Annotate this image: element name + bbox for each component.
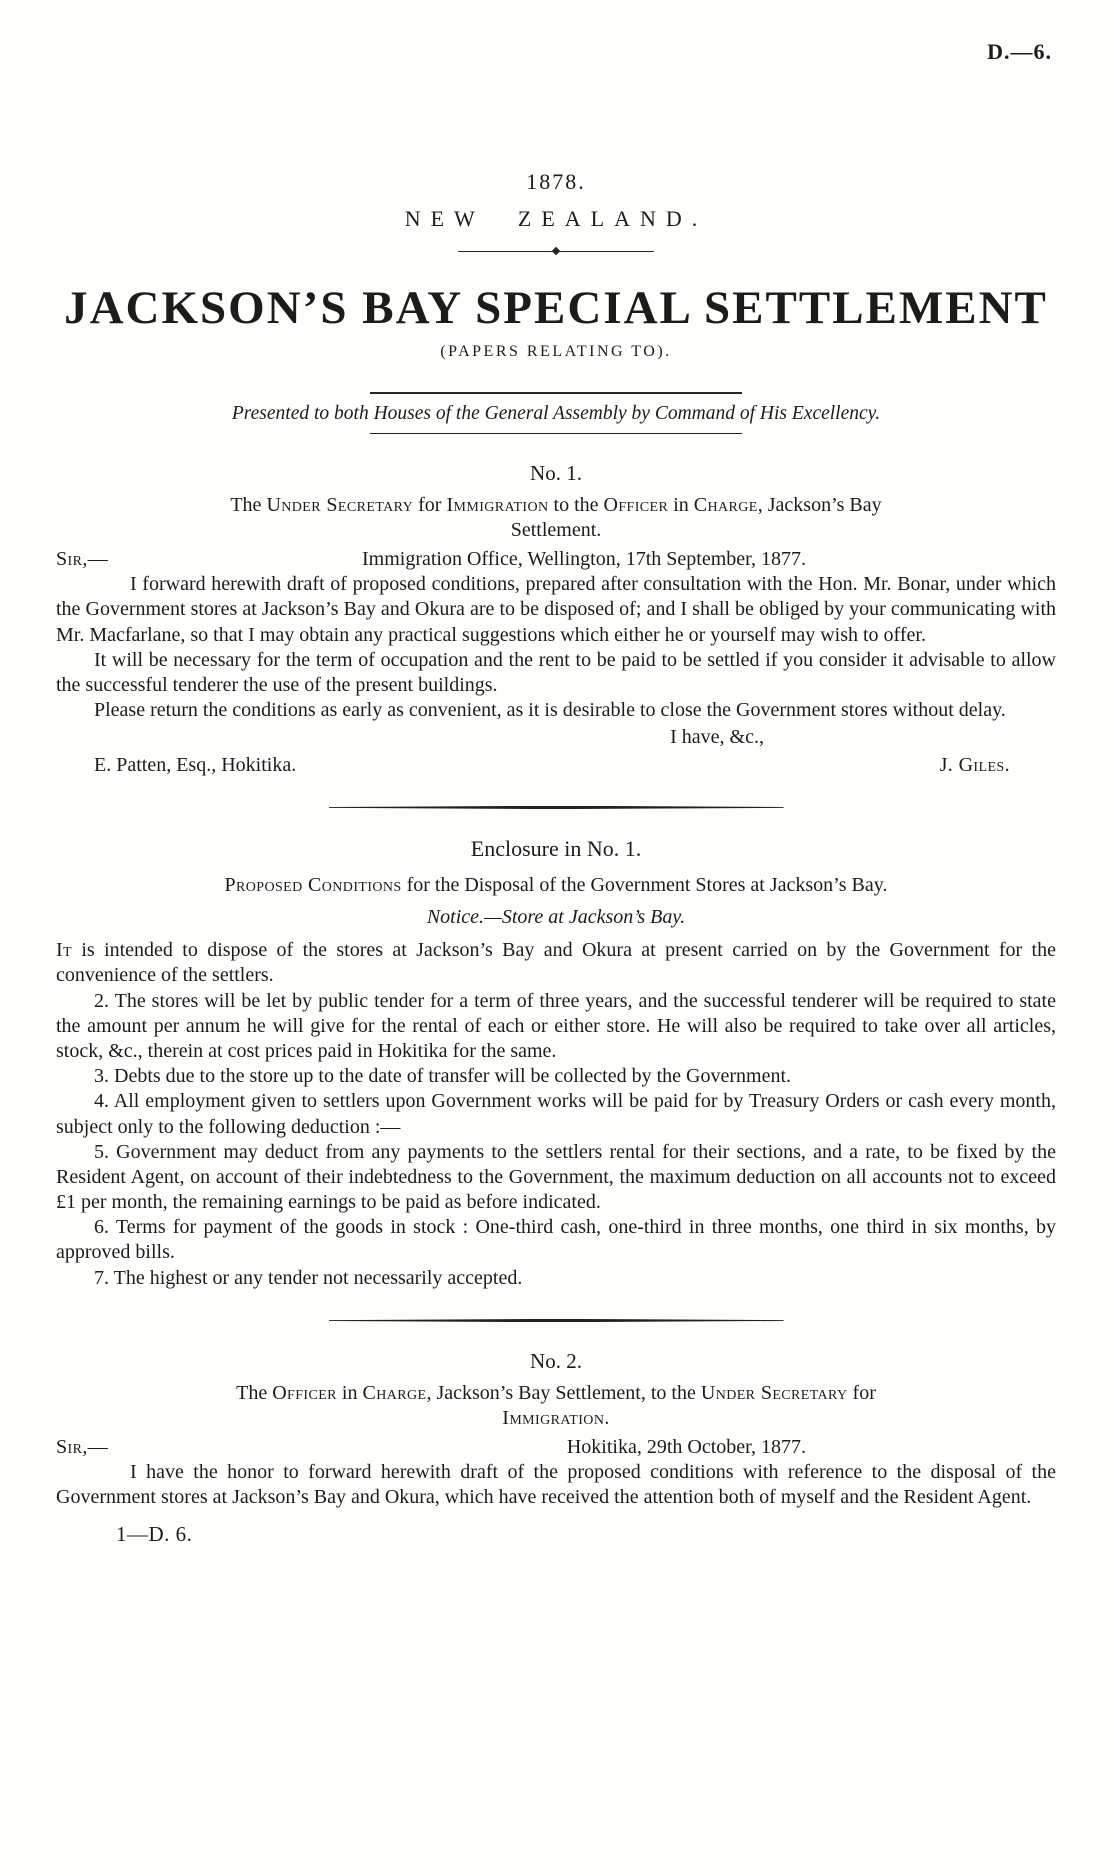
- section-divider: [329, 1319, 784, 1322]
- parties-text: in: [336, 1381, 363, 1404]
- parties-text: Officer: [603, 493, 669, 516]
- letter-1-number: No. 1.: [530, 461, 582, 486]
- section-divider: [329, 806, 784, 809]
- signature-row: [56, 753, 1056, 778]
- salutation: Sir,—: [56, 1436, 109, 1459]
- letter-1-body: [56, 572, 1056, 723]
- parties-text: Immigration: [446, 493, 549, 516]
- parties-text-line2: Immigration.: [502, 1406, 610, 1429]
- parties-text: in: [668, 493, 694, 516]
- paragraph: I have the honor to forward herewith draft of the proposed conditions with reference to the disposal of the Government stores at Jackson’s Bay and Okura, which have received the attention both of myself and the Resident Agent.: [56, 1461, 1056, 1509]
- letter-2-parties: [56, 1381, 1056, 1431]
- parties-text: Under Secretary: [700, 1381, 848, 1404]
- enclosure-notice: Notice.—Store at Jackson’s Bay.: [426, 906, 686, 929]
- document-subtitle: (PAPERS RELATING TO).: [440, 342, 672, 360]
- letter-2-body: [56, 1460, 1056, 1510]
- parties-text: Under Secretary: [266, 493, 414, 516]
- paragraph: 6. Terms for payment of the goods in stock : One-third cash, one-third in three months, one third in six months, by approved bills.: [56, 1216, 1056, 1264]
- signature: J. Giles.: [939, 753, 1010, 776]
- letter-2-number: No. 2.: [530, 1349, 582, 1374]
- parties-text: for: [413, 493, 447, 516]
- letter-1-parties: [56, 493, 1056, 543]
- parties-text: to the: [548, 493, 604, 516]
- letter-2: [56, 1348, 1056, 1510]
- paragraph: 2. The stores will be let by public tender for a term of three years, and the successful tenderer will be required to state the amount per annum he will give for the rental of each or either store. He will also be required to take over all articles, stock, &c., therein at cost prices paid in Hokitika for the same.: [56, 989, 1056, 1062]
- dateline: Immigration Office, Wellington, 17th September, 1877.: [362, 548, 806, 571]
- doc-reference: D.—6.: [987, 39, 1052, 64]
- parties-text: for: [847, 1381, 876, 1404]
- letter-2-salutation-row: [56, 1435, 1056, 1460]
- divider-rule-bottom: [370, 433, 742, 434]
- letter-1: [56, 460, 1056, 778]
- enclosure-heading: Enclosure in No. 1.: [470, 836, 642, 862]
- parties-text: , Jackson’s Bay: [757, 493, 882, 516]
- parties-text: , Jackson’s Bay Settlement, to the: [426, 1381, 701, 1404]
- addressee: E. Patten, Esq., Hokitika.: [94, 753, 297, 776]
- enclosure-subject: [56, 873, 1056, 898]
- salutation: Sir,—: [56, 548, 109, 571]
- paragraph: It will be necessary for the term of occupation and the rent to be paid to be settled if you consider it advisable to allow the successful tenderer the use of the present buildings.: [56, 648, 1056, 696]
- subject-text: Proposed Conditions: [224, 873, 402, 896]
- valediction: I have, &c.,: [670, 726, 764, 749]
- letter-1-salutation-row: [56, 547, 1056, 572]
- paragraph: [56, 938, 1056, 988]
- paragraph: 3. Debts due to the store up to the date of transfer will be collected by the Government.: [94, 1065, 792, 1088]
- ornament-divider: [458, 251, 654, 258]
- parties-text: Charge: [693, 493, 758, 516]
- presented-block: [56, 392, 1056, 435]
- parties-text: The: [230, 493, 267, 516]
- paragraph: Please return the conditions as early as convenient, as it is desirable to close the Government stores without delay.: [94, 699, 1006, 722]
- paragraph: 7. The highest or any tender not necessarily accepted.: [94, 1266, 523, 1289]
- parties-text: Officer: [272, 1381, 337, 1404]
- parties-text-line2: Settlement.: [510, 518, 602, 541]
- paragraph: 4. All employment given to settlers upon Government works will be paid for by Treasury Orders or cash every month, subject only to the following deduction :—: [56, 1090, 1056, 1138]
- country-heading: NEW ZEALAND.: [404, 206, 708, 232]
- dateline: Hokitika, 29th October, 1877.: [566, 1436, 806, 1459]
- paragraph: I forward herewith draft of proposed conditions, prepared after consultation with the Hon. Mr. Bonar, under which the Government stores at Jackson’s Bay and Okura are to be disposed of; and I shall be obliged by your communicating with Mr. Macfarlane, so that I may obtain any practical suggestions which either he or yourself may wish to offer.: [56, 573, 1056, 646]
- parties-text: Charge: [362, 1381, 427, 1404]
- document-title: JACKSON’S BAY SPECIAL SETTLEMENT: [64, 282, 1048, 335]
- subject-text: for the Disposal of the Government Stores at Jackson’s Bay.: [401, 873, 888, 896]
- divider-rule-top: [370, 392, 742, 394]
- enclosure-1: [56, 835, 1056, 1291]
- parties-text: The: [236, 1381, 273, 1404]
- paragraph-lead: It: [56, 939, 73, 962]
- year-heading: 1878.: [526, 168, 586, 194]
- paragraph: 5. Government may deduct from any payments to the settlers rental for their sections, and a rate, to be fixed by the Resident Agent, on account of their indebtedness to the Government, the maximum deduction on all accounts not to exceed £1 per month, the remaining earnings to be paid as before indicated.: [56, 1140, 1056, 1214]
- masthead: [56, 168, 1056, 435]
- printers-signature-mark: 1—D. 6.: [116, 1521, 193, 1546]
- enclosure-body: [56, 938, 1056, 1291]
- presented-line: Presented to both Houses of the General Assembly by Command of His Excellency.: [231, 402, 881, 424]
- paragraph-rest: is intended to dispose of the stores at Jackson’s Bay and Okura at present carried on by the Government for the convenience of the settlers.: [56, 939, 1056, 987]
